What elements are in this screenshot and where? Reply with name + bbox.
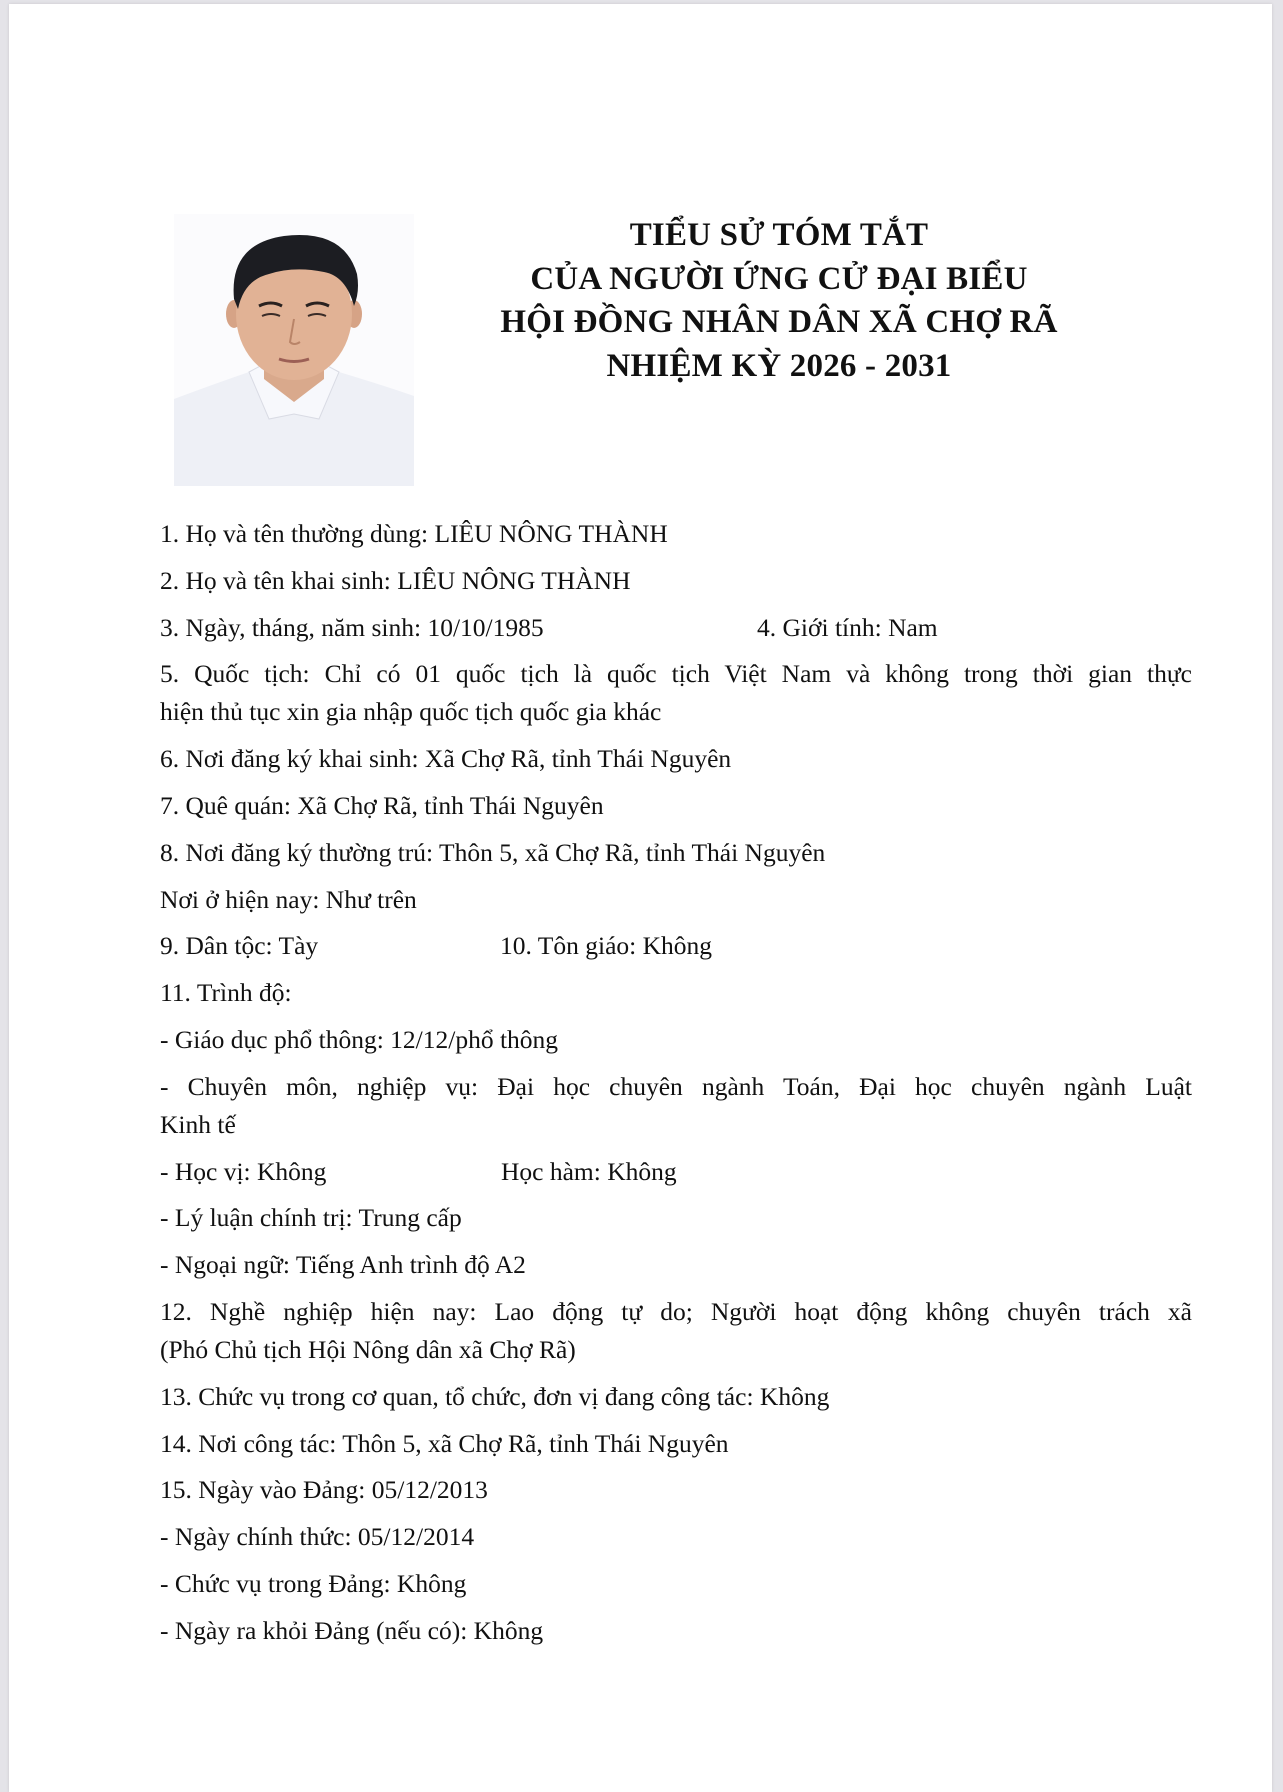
field-specialty-line-2: Kinh tế bbox=[160, 1109, 236, 1139]
field-education-heading: 11. Trình độ: bbox=[160, 978, 292, 1008]
field-dob-gender bbox=[160, 609, 1192, 647]
field-ethnicity: 9. Dân tộc: Tày bbox=[160, 931, 319, 961]
field-occupation bbox=[160, 1293, 1192, 1369]
field-academic-degree: - Học vị: Không bbox=[160, 1156, 327, 1186]
document-page bbox=[9, 4, 1272, 1792]
field-party-position: - Chức vụ trong Đảng: Không bbox=[160, 1568, 467, 1598]
title-line-4: NHIỆM KỲ 2026 - 2031 bbox=[606, 347, 952, 384]
field-foreign-language: - Ngoại ngữ: Tiếng Anh trình độ A2 bbox=[160, 1250, 526, 1280]
title-line-2: CỦA NGƯỜI ỨNG CỬ ĐẠI BIỂU bbox=[530, 260, 1028, 297]
field-occupation-line-2: (Phó Chủ tịch Hội Nông dân xã Chợ Rã) bbox=[160, 1334, 576, 1364]
field-religion: 10. Tôn giáo: Không bbox=[500, 931, 713, 961]
field-nationality-line-2: hiện thủ tục xin gia nhập quốc tịch quốc gia khác bbox=[160, 697, 662, 727]
field-political-theory: - Lý luận chính trị: Trung cấp bbox=[160, 1203, 462, 1233]
field-academic-title: Học hàm: Không bbox=[501, 1156, 677, 1186]
field-workplace: 14. Nơi công tác: Thôn 5, xã Chợ Rã, tỉnh Thái Nguyên bbox=[160, 1428, 729, 1458]
field-gender: 4. Giới tính: Nam bbox=[757, 612, 938, 642]
field-nationality-line-1: 5. Quốc tịch: Chỉ có 01 quốc tịch là quốc tịch Việt Nam và không trong thời gian thực bbox=[160, 659, 1192, 689]
biography-body bbox=[160, 515, 1192, 1659]
field-party-leave-date: - Ngày ra khỏi Đảng (nếu có): Không bbox=[160, 1615, 544, 1645]
field-date-of-birth: 3. Ngày, tháng, năm sinh: 10/10/1985 bbox=[160, 612, 544, 642]
field-common-name: 1. Họ và tên thường dùng: LIÊU NÔNG THÀNH bbox=[160, 519, 668, 548]
field-birth-registration: 6. Nơi đăng ký khai sinh: Xã Chợ Rã, tỉnh Thái Nguyên bbox=[160, 744, 732, 774]
document-title bbox=[479, 214, 1079, 388]
field-occupation-line-1: 12. Nghề nghiệp hiện nay: Lao động tự do; Người hoạt động không chuyên trách xã bbox=[160, 1296, 1192, 1326]
field-nationality bbox=[160, 655, 1192, 731]
field-ethnicity-religion bbox=[160, 927, 1192, 965]
field-hometown: 7. Quê quán: Xã Chợ Rã, tỉnh Thái Nguyên bbox=[160, 790, 604, 820]
field-degree-title bbox=[160, 1153, 1192, 1191]
field-party-official-date: - Ngày chính thức: 05/12/2014 bbox=[160, 1522, 475, 1552]
field-current-residence: Nơi ở hiện nay: Như trên bbox=[160, 884, 417, 914]
field-specialty-line-1: - Chuyên môn, nghiệp vụ: Đại học chuyên ngành Toán, Đại học chuyên ngành Luật bbox=[160, 1071, 1192, 1101]
field-general-education: - Giáo dục phổ thông: 12/12/phổ thông bbox=[160, 1024, 559, 1054]
title-line-1: TIỂU SỬ TÓM TẮT bbox=[629, 217, 929, 253]
portrait-icon bbox=[174, 214, 414, 486]
portrait-photo bbox=[174, 214, 414, 486]
field-birth-name: 2. Họ và tên khai sinh: LIÊU NÔNG THÀNH bbox=[160, 565, 631, 595]
field-specialty bbox=[160, 1068, 1192, 1144]
title-line-3: HỘI ĐỒNG NHÂN DÂN XÃ CHỢ RÃ bbox=[500, 304, 1058, 340]
field-position: 13. Chức vụ trong cơ quan, tổ chức, đơn vị đang công tác: Không bbox=[160, 1381, 830, 1411]
field-party-join-date: 15. Ngày vào Đảng: 05/12/2013 bbox=[160, 1475, 488, 1505]
field-permanent-residence: 8. Nơi đăng ký thường trú: Thôn 5, xã Chợ Rã, tỉnh Thái Nguyên bbox=[160, 837, 826, 867]
